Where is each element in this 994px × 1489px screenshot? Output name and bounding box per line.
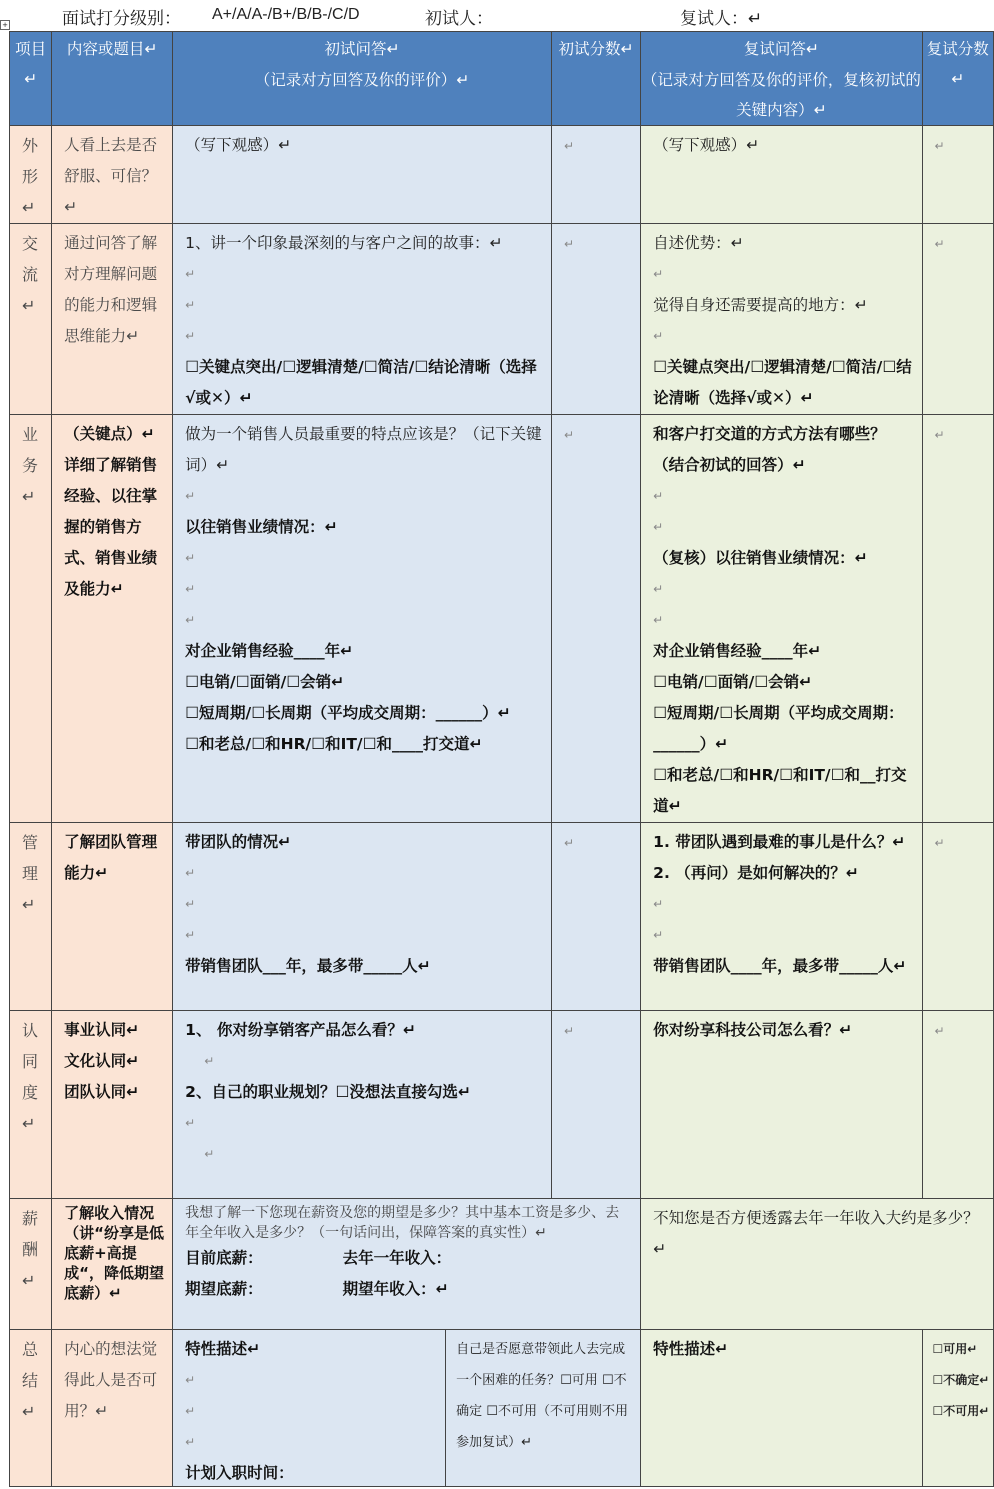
first-answer-business[interactable]: 做为一个销售人员最重要的特点应该是？（记下关键词）↵ ↵ 以往销售业绩情况：↵ ↵ ↵ ↵ 对企业销售经验____年↵ ☐电销/☐面销/☐会销↵ ☐短周期/☐长周期（平均成交周期：______）↵ ☐和老总/☐和HR/☐和IT/☐和____打交道↵ — [173, 415, 552, 823]
second-score-appearance[interactable]: ↵ — [922, 126, 993, 224]
second-answer-appearance[interactable]: （写下观感）↵ — [641, 126, 922, 224]
topic-business: （关键点）↵详细了解销售经验、以往掌握的销售方式、销售业绩及能力↵ — [52, 415, 173, 823]
topic-management: 了解团队管理能力↵ — [52, 823, 173, 1011]
grade-levels: A+/A/A-/B+/B/B-/C/D — [212, 6, 360, 23]
second-answer-business[interactable]: 和客户打交道的方式方法有哪些？（结合初试的回答）↵ ↵ ↵ （复核）以往销售业绩情况：↵ ↵ ↵ 对企业销售经验____年↵ ☐电销/☐面销/☐会销↵ ☐短周期/☐长周期（平均成交周期：______）↵ ☐和老总/☐和HR/☐和IT/☐和__打交道↵ — [641, 415, 922, 823]
option-unsure[interactable]: ☐不确定↵ — [932, 1373, 990, 1387]
first-answer-appearance[interactable]: （写下观感）↵ — [173, 126, 552, 224]
second-score-communication[interactable]: ↵ — [922, 224, 993, 415]
col-first-answer: 初试问答↵ （记录对方回答及你的评价）↵ — [173, 32, 552, 126]
first-answer-salary[interactable]: 我想了解一下您现在薪资及您的期望是多少？其中基本工资是多少、去年全年收入是多少？（一句话问出，保障答案的真实性）↵ 目前底薪： 去年一年收入： 期望底薪： 期望年收入：↵ — [173, 1199, 641, 1330]
second-answer-communication[interactable]: 自述优势：↵ ↵ 觉得自身还需要提高的地方：↵ ↵ ☐关键点突出/☐逻辑清楚/☐简洁/☐结论清晰（选择√或✕）↵ — [641, 224, 922, 415]
item-salary: 薪酬↵ — [10, 1199, 52, 1330]
table-row-summary — [10, 1330, 994, 1487]
second-answer-summary[interactable]: 特性描述↵ — [641, 1330, 922, 1487]
table-row-salary — [10, 1199, 994, 1330]
logic-checkboxes-second[interactable]: ☐关键点突出/☐逻辑清楚/☐简洁/☐结论清晰（选择√或✕）↵ — [653, 358, 912, 407]
col-second-answer: 复试问答↵ （记录对方回答及你的评价，复核初试的关键内容）↵ — [641, 32, 922, 126]
topic-recognition: 事业认同↵ 文化认同↵ 团队认同↵ — [52, 1011, 173, 1199]
second-interviewer-label: 复试人：↵ — [680, 9, 763, 29]
second-answer-recognition[interactable]: 你对纷享科技公司怎么看？↵ — [641, 1011, 922, 1199]
grade-label: 面试打分级别： — [62, 9, 181, 29]
first-traits-cell[interactable]: 特性描述↵ ↵ ↵ ↵ 计划入职时间： — [173, 1330, 446, 1486]
form-header — [0, 0, 994, 30]
table-row-communication — [10, 224, 994, 415]
item-summary: 总结↵ — [10, 1330, 52, 1487]
item-business: 业务↵ — [10, 415, 52, 823]
first-score-management[interactable]: ↵ — [551, 823, 640, 1011]
item-communication: 交流↵ — [10, 224, 52, 415]
topic-communication: 通过问答了解对方理解问题的能力和逻辑思维能力↵ — [52, 224, 173, 415]
option-usable[interactable]: ☐可用↵ — [932, 1342, 978, 1356]
second-answer-salary[interactable]: 不知您是否方便透露去年一年收入大约是多少？↵ — [641, 1199, 994, 1330]
col-item: 项目↵ — [10, 32, 52, 126]
second-score-recognition[interactable]: ↵ — [922, 1011, 993, 1199]
lead-question-cell[interactable]: 自己是否愿意带领此人去完成一个困难的任务？☐可用 ☐不确定 ☐不可用（不可用则不用参加复试）↵ — [456, 1342, 628, 1450]
table-row-appearance — [10, 126, 994, 224]
item-recognition: 认同度↵ — [10, 1011, 52, 1199]
table-row-management — [10, 823, 994, 1011]
interview-scoring-table — [9, 31, 994, 1487]
col-topic: 内容或题目↵ — [52, 32, 173, 126]
topic-appearance: 人看上去是否舒服、可信？↵ — [52, 126, 173, 224]
option-unusable[interactable]: ☐不可用↵ — [932, 1404, 990, 1418]
second-score-summary[interactable] — [922, 1330, 993, 1487]
topic-salary: 了解收入情况（讲“纷享是低底薪+高提成“，降低期望底薪）↵ — [52, 1199, 173, 1330]
logic-checkboxes[interactable]: ☐关键点突出/☐逻辑清楚/☐简洁/☐结论清晰（选择√或✕）↵ — [185, 358, 537, 407]
first-score-business[interactable]: ↵ — [551, 415, 640, 823]
second-score-management[interactable]: ↵ — [922, 823, 993, 1011]
first-interviewer-label: 初试人： — [425, 9, 493, 29]
item-appearance: 外形↵ — [10, 126, 52, 224]
first-answer-summary — [173, 1330, 641, 1487]
second-answer-management[interactable]: 1. 带团队遇到最难的事儿是什么？↵ 2. （再问）是如何解决的？↵ ↵ ↵ 带销售团队____年，最多带_____人↵ — [641, 823, 922, 1011]
topic-summary: 内心的想法觉得此人是否可用？↵ — [52, 1330, 173, 1487]
header-row — [10, 32, 994, 126]
second-score-business[interactable]: ↵ — [922, 415, 993, 823]
first-answer-management[interactable]: 带团队的情况↵ ↵ ↵ ↵ 带销售团队___年，最多带_____人↵ — [173, 823, 552, 1011]
first-score-appearance[interactable]: ↵ — [551, 126, 640, 224]
item-management: 管理↵ — [10, 823, 52, 1011]
first-answer-recognition[interactable]: 1、 你对纷享销客产品怎么看？↵ ↵ 2、自己的职业规划？☐没想法直接勾选↵ ↵ ↵ — [173, 1011, 552, 1199]
table-row-recognition — [10, 1011, 994, 1199]
first-answer-communication[interactable]: 1、讲一个印象最深刻的与客户之间的故事：↵ ↵ ↵ ↵ ☐关键点突出/☐逻辑清楚/☐简洁/☐结论清晰（选择√或✕）↵ — [173, 224, 552, 415]
table-row-business — [10, 415, 994, 823]
col-second-score: 复试分数↵ — [922, 32, 993, 126]
first-score-communication[interactable]: ↵ — [551, 224, 640, 415]
table-move-handle-icon[interactable]: + — [0, 20, 10, 30]
first-score-recognition[interactable]: ↵ — [551, 1011, 640, 1199]
col-first-score: 初试分数↵ — [551, 32, 640, 126]
